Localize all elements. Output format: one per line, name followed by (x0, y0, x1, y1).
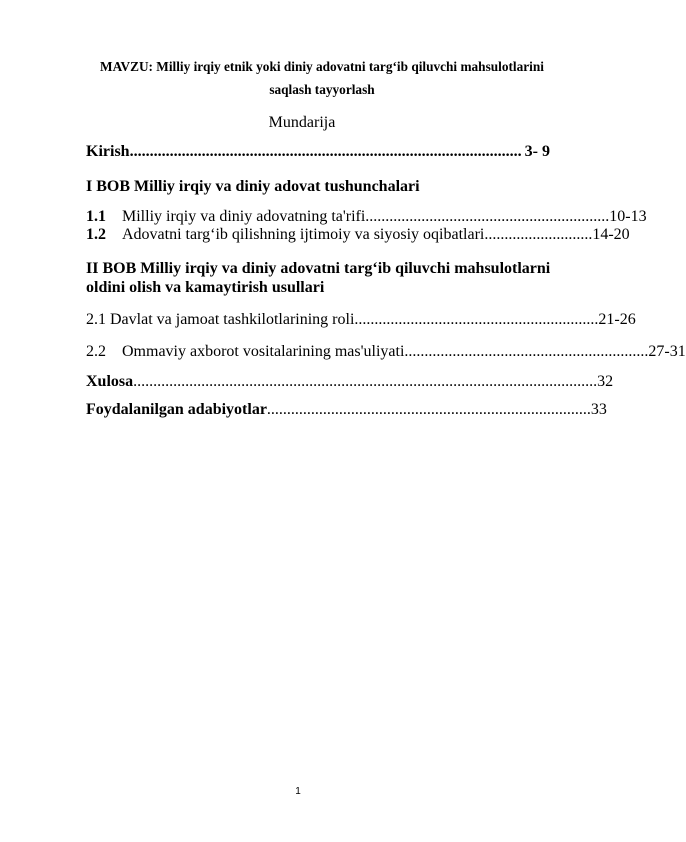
toc-page-number: 14-20 (592, 226, 630, 243)
toc-leader-dots: ............................................................. (365, 208, 610, 225)
toc-leader-dots: ............................................................. (354, 311, 599, 328)
toc-chapter-2-line-2: oldini olish va kamaytirish usullari (86, 279, 325, 296)
toc-entry-adabiyotlar (86, 401, 607, 419)
toc-entry-label: Xulosa (86, 373, 134, 390)
toc-section-number: 1.2 (86, 226, 106, 243)
toc-leader-dots: ............................................................. (404, 343, 649, 360)
document-title-line-1: MAVZU: Milliy irqiy etnik yoki diniy adovatni targ‘ib qiluvchi mahsulotlarini (100, 59, 544, 74)
page-number: 1 (295, 786, 301, 797)
toc-entry-kirish (86, 143, 550, 161)
toc-entry-1-2 (86, 226, 630, 244)
toc-entry-label: 2.1 Davlat va jamoat tashkilotlarining roli (86, 311, 355, 328)
toc-leader-dots: .................................................................................................. (129, 143, 522, 160)
toc-heading: Mundarija (268, 114, 336, 131)
toc-leader-dots: .................................................................................................................... (133, 373, 598, 390)
toc-entry-label: Foydalanilgan adabiyotlar (86, 401, 267, 418)
toc-entry-label: Kirish (86, 143, 130, 160)
toc-page-number: 21-26 (598, 311, 636, 328)
toc-entry-2-2 (86, 343, 686, 361)
toc-section-number: 2.2 (86, 343, 106, 360)
toc-page-number: 33 (590, 401, 607, 418)
toc-page-number: 32 (597, 373, 614, 390)
toc-entry-1-1 (86, 208, 647, 226)
toc-leader-dots: ................................................................................. (266, 401, 591, 418)
toc-entry-xulosa (86, 373, 614, 391)
toc-chapter-1: I BOB Milliy irqiy va diniy adovat tushunchalari (86, 178, 420, 195)
toc-page-number: 10-13 (609, 208, 647, 225)
toc-leader-dots: ........................... (484, 226, 593, 243)
toc-entry-2-1 (86, 311, 636, 329)
toc-entry-label: Milliy irqiy va diniy adovatning ta'rifi (122, 208, 366, 225)
toc-section-number: 1.1 (86, 208, 106, 225)
toc-page-number: 27-31 (648, 343, 686, 360)
toc-chapter-2-line-1: II BOB Milliy irqiy va diniy adovatni targ‘ib qiluvchi mahsulotlarni (86, 260, 551, 277)
toc-entry-label: Ommaviy axborot vositalarining mas'uliyati (122, 343, 405, 360)
toc-entry-label: Adovatni targ‘ib qilishning ijtimoiy va siyosiy oqibatlari (122, 226, 485, 243)
toc-page-number: 3- 9 (524, 143, 550, 160)
document-title-line-2: saqlash tayyorlash (269, 82, 375, 97)
